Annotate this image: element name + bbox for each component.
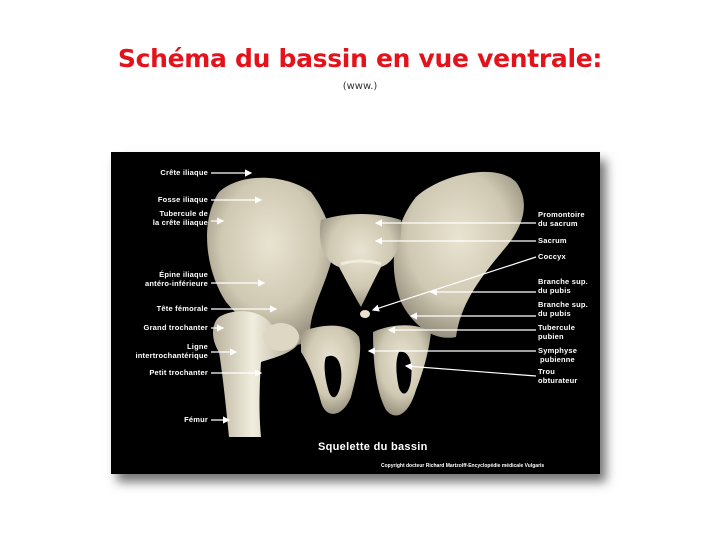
slide-title: Schéma du bassin en vue ventrale: — [117, 44, 603, 73]
label-text: la crête iliaque — [152, 218, 208, 227]
figure-caption: Squelette du bassin — [318, 441, 428, 453]
pelvis-diagram — [111, 152, 600, 474]
label-coccyx — [538, 252, 566, 261]
label-text: Branche sup. — [538, 300, 588, 309]
femoral-head — [263, 323, 299, 351]
label-text: du sacrum — [538, 219, 578, 228]
label-text: Symphyse — [538, 346, 578, 355]
label-tubercule-crete-iliaque — [153, 209, 208, 227]
label-tubercule-pubien — [538, 323, 575, 341]
label-text: Branche sup. — [538, 277, 588, 286]
label-text: du pubis — [538, 286, 571, 295]
label-text: Coccyx — [538, 252, 566, 261]
slide-subtitle: (www.) — [342, 81, 378, 92]
label-text: Sacrum — [538, 236, 567, 245]
label-branche-sup-pubis-2 — [538, 300, 588, 318]
right-ilium — [394, 172, 524, 338]
label-text: intertrochantérique — [135, 351, 208, 360]
label-grand-trochanter — [144, 323, 208, 332]
label-text: Tubercule de — [159, 209, 208, 218]
label-text: antéro-inférieure — [145, 279, 208, 288]
label-text: Grand trochanter — [143, 323, 208, 332]
label-text: Promontoire — [538, 210, 585, 219]
label-text: Épine iliaque — [159, 270, 208, 279]
label-fosse-iliaque — [158, 195, 208, 204]
label-text: Petit trochanter — [149, 368, 208, 377]
label-trou-obturateur — [538, 367, 578, 385]
label-text: Tubercule — [538, 323, 576, 332]
coccyx — [360, 310, 370, 318]
label-text: Fosse iliaque — [157, 195, 208, 204]
label-text: Tête fémorale — [156, 304, 208, 313]
label-text: Ligne — [187, 342, 208, 351]
label-sacrum — [538, 236, 567, 245]
label-text: Trou — [538, 367, 556, 376]
label-ligne-intertrochanterique — [135, 342, 208, 360]
figure-copyright: Copyright docteur Richard Martzolff-Encyclopédie médicale Vulgaris — [381, 463, 545, 469]
label-text: Fémur — [184, 415, 208, 424]
label-epine-iliaque — [145, 270, 208, 288]
label-text: Crête iliaque — [160, 168, 208, 177]
label-symphyse-pubienne — [538, 346, 577, 364]
label-tete-femorale — [157, 304, 208, 313]
label-text: obturateur — [538, 376, 578, 385]
label-branche-sup-pubis-1 — [538, 277, 588, 295]
label-promontoire-sacrum — [538, 210, 585, 228]
label-text: pubien — [538, 332, 564, 341]
label-petit-trochanter — [149, 368, 208, 377]
label-crete-iliaque — [160, 168, 208, 177]
label-femur — [184, 415, 208, 424]
label-text: pubienne — [540, 355, 575, 364]
label-text: du pubis — [538, 309, 571, 318]
